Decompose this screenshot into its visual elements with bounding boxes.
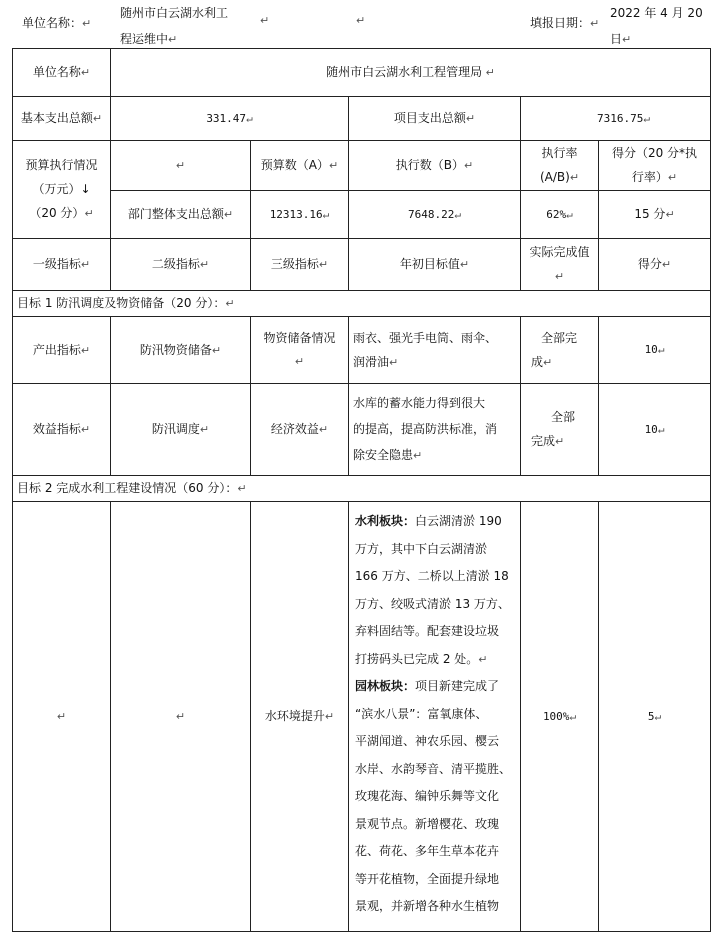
project-expense-label: 项目支出总额↵ — [349, 97, 521, 141]
dept-total-label: 部门整体支出总额↵ — [111, 191, 251, 239]
row3-level3: 水环境提升↵ — [251, 502, 349, 932]
row3-level2: ↵ — [111, 502, 251, 932]
row1-actual: 全部完 成↵ — [521, 317, 599, 384]
table-row — [13, 191, 711, 239]
ind-level2: 二级指标↵ — [111, 239, 251, 291]
basic-expense-value: 331.47↵ — [111, 97, 349, 141]
budget-execution-label: 预算执行情况 （万元）↓ （20 分）↵ — [13, 141, 111, 239]
row1-score: 10↵ — [599, 317, 711, 384]
table-row — [13, 141, 711, 191]
col-exec: 执行数（B）↵ — [349, 141, 521, 191]
ind-score: 得分↵ — [599, 239, 711, 291]
ind-actual: 实际完成值↵ — [521, 239, 599, 291]
dept-score: 15 分↵ — [599, 191, 711, 239]
return-mark-icon: ↵ — [260, 14, 270, 27]
row3-level1: ↵ — [13, 502, 111, 932]
row3-actual: 100%↵ — [521, 502, 599, 932]
col-rate: 执行率(A/B)↵ — [521, 141, 599, 191]
unit-value: 随州市白云湖水利工 — [120, 6, 229, 20]
table-row — [13, 384, 711, 476]
ind-level3: 三级指标↵ — [251, 239, 349, 291]
date-value: 2022 年 4 月 20 — [610, 6, 703, 20]
col-budget: 预算数（A）↵ — [251, 141, 349, 191]
empty-cell: ↵ — [111, 141, 251, 191]
table-row — [13, 476, 711, 502]
project-expense-value: 7316.75↵ — [521, 97, 711, 141]
return-mark-icon: ↵ — [356, 14, 366, 27]
row1-level2: 防汛物资储备↵ — [111, 317, 251, 384]
goal-1-heading: 目标 1 防汛调度及物资储备（20 分）：↵ — [13, 291, 711, 317]
dept-budget: 12313.16↵ — [251, 191, 349, 239]
unit-name-label: 单位名称↵ — [13, 49, 111, 97]
date-label: 填报日期：↵ — [530, 16, 600, 30]
unit-value-2: 程运维中↵ — [120, 32, 178, 46]
date-value-2: 日↵ — [610, 32, 632, 46]
table-row — [13, 317, 711, 384]
table-row — [13, 49, 711, 97]
table-row — [13, 97, 711, 141]
unit-label: 单位名称：↵ — [22, 16, 92, 30]
row2-level3: 经济效益↵ — [251, 384, 349, 476]
row2-level1: 效益指标↵ — [13, 384, 111, 476]
performance-table — [12, 48, 711, 932]
dept-rate: 62%↵ — [521, 191, 599, 239]
ind-level1: 一级指标↵ — [13, 239, 111, 291]
table-row — [13, 239, 711, 291]
dept-exec: 7648.22↵ — [349, 191, 521, 239]
row2-target: 水库的蓄水能力得到很大 的提高，提高防洪标准，消 除安全隐患↵ — [349, 384, 521, 476]
row1-target: 雨衣、强光手电筒、雨伞、 润滑油↵ — [349, 317, 521, 384]
row3-target: 水利板块：白云湖清淤 190 万方，其中下白云湖清淤 166 万方、二桥以上清淤 18 万方、绞吸式清淤 13 万方、 弃料固结等。配套建设垃圾 打捞码头已完成 2 处。↵ 园林板块：项目新建完成了 “滨水八景”：富氧康体、 平湖闻道、神农乐园、樱云 水岸、水韵琴音、清平揽胜、 玫瑰花海、编钟乐舞等文化 景观节点。新增樱花、玫瑰 花、荷花、多年生草本花卉 等开花植物，全面提升绿地 景观，并新增各种水生植物 — [349, 502, 521, 932]
row1-level3: 物资储备情况 ↵ — [251, 317, 349, 384]
goal-2-heading: 目标 2 完成水利工程建设情况（60 分）：↵ — [13, 476, 711, 502]
table-row — [13, 502, 711, 932]
ind-target: 年初目标值↵ — [349, 239, 521, 291]
row2-level2: 防汛调度↵ — [111, 384, 251, 476]
basic-expense-label: 基本支出总额↵ — [13, 97, 111, 141]
table-row — [13, 291, 711, 317]
unit-name-value: 随州市白云湖水利工程管理局 ↵ — [111, 49, 711, 97]
row2-score: 10↵ — [599, 384, 711, 476]
col-score: 得分（20 分*执 行率）↵ — [599, 141, 711, 191]
row2-actual: 全部 完成↵ — [521, 384, 599, 476]
row1-level1: 产出指标↵ — [13, 317, 111, 384]
row3-score: 5↵ — [599, 502, 711, 932]
